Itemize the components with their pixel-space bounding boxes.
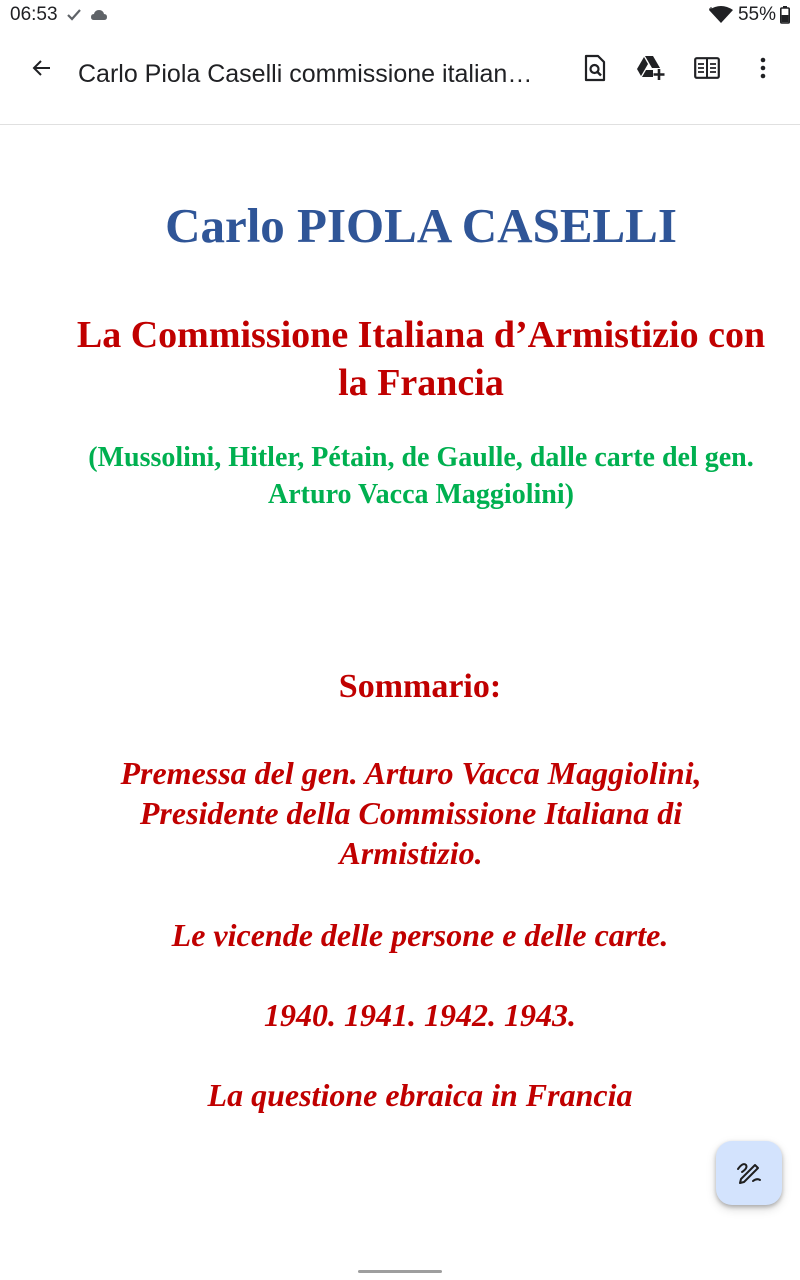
summary-item: La questione ebraica in Francia <box>207 1077 633 1113</box>
reader-mode-button[interactable] <box>685 48 729 92</box>
edit-fab-button[interactable] <box>716 1141 782 1205</box>
document-title: Carlo Piola Caselli commissione italian… <box>78 60 533 88</box>
add-to-drive-button[interactable] <box>629 48 673 92</box>
back-arrow-icon <box>30 56 54 84</box>
back-button[interactable] <box>22 50 62 90</box>
book-subtitle: (Mussolini, Hitler, Pétain, de Gaulle, dalle carte del gen. Arturo Vacca Maggiolini) <box>88 442 754 510</box>
more-options-button[interactable] <box>741 48 785 92</box>
status-bar <box>0 0 800 32</box>
cloud-icon <box>90 8 108 22</box>
drive-add-icon <box>636 55 666 85</box>
summary-item: Le vicende delle persone e delle carte. <box>171 917 669 953</box>
summary-item: Premessa del gen. Arturo Vacca Maggiolini, Presidente della Commissione Italiana di Armistizio. <box>120 755 702 871</box>
app-bar <box>0 32 800 125</box>
summary-item: 1940. 1941. 1942. 1943. <box>264 997 576 1033</box>
edit-pen-icon <box>735 1157 763 1189</box>
find-in-page-button[interactable] <box>573 48 617 92</box>
check-icon <box>66 7 82 23</box>
status-right <box>708 4 790 26</box>
status-time: 06:53 <box>10 4 58 25</box>
more-vert-icon <box>760 57 766 83</box>
summary-heading: Sommario: <box>338 668 502 705</box>
find-in-page-icon <box>583 54 607 86</box>
reader-mode-icon <box>694 57 720 83</box>
battery-percent: 55% <box>737 4 776 25</box>
author-heading: Carlo PIOLA CASELLI <box>165 198 677 253</box>
book-title: La Commissione Italiana d’Armistizio con la Francia <box>76 314 766 404</box>
wifi-icon <box>708 5 734 25</box>
battery-icon <box>780 6 790 24</box>
status-left <box>10 4 108 26</box>
gesture-nav-bar[interactable] <box>358 1270 442 1273</box>
